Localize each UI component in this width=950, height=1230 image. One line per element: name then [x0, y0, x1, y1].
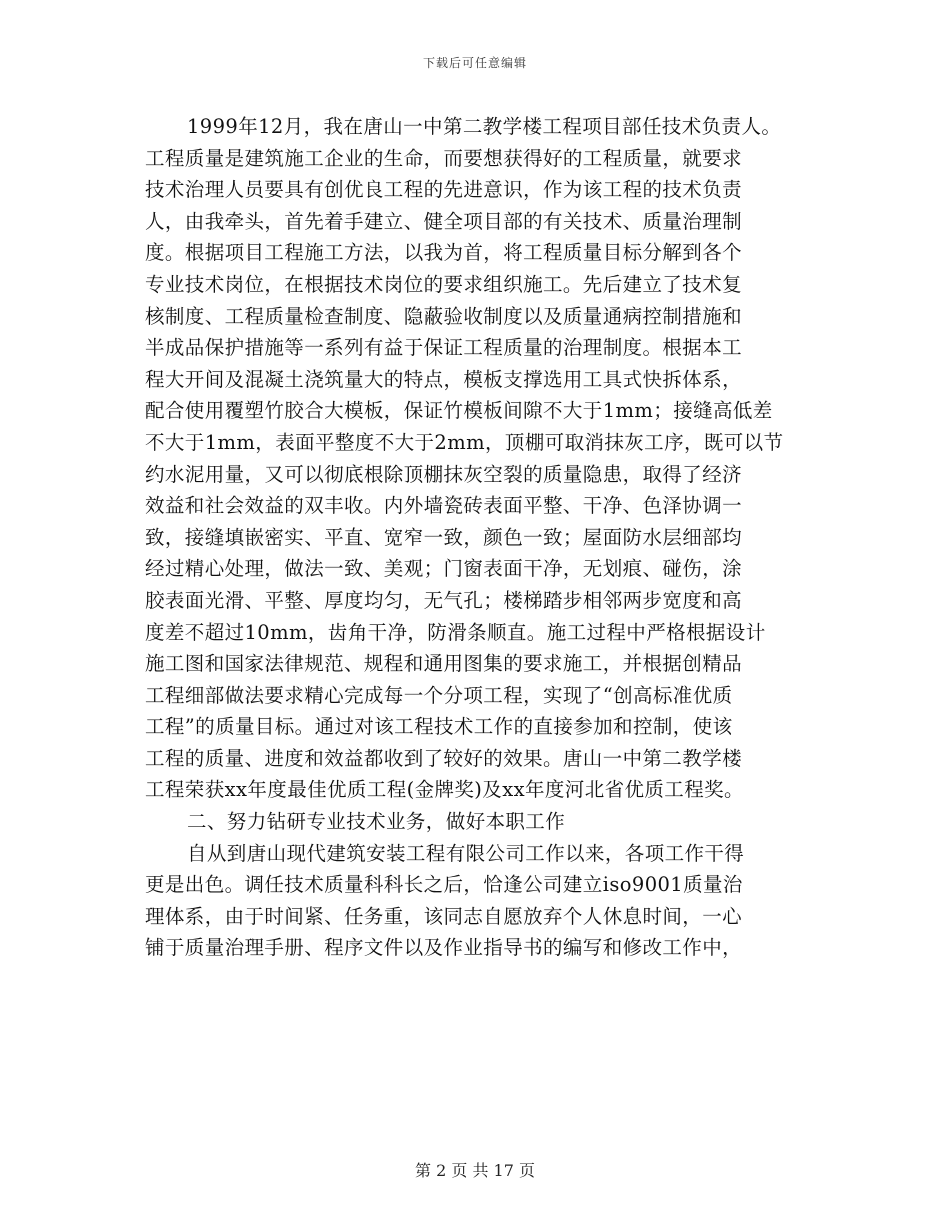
- paragraph-line: 工程的质量、进度和效益都收到了较好的效果。唐山一中第二教学楼: [145, 746, 743, 770]
- paragraph-line: 施工图和国家法律规范、规程和通用图集的要求施工，并根据创精品: [145, 652, 743, 676]
- paragraph-line: 半成品保护措施等一系列有益于保证工程质量的治理制度。根据本工: [145, 336, 743, 360]
- paragraph-line: 自从到唐山现代建筑安装工程有限公司工作以来，各项工作干得: [187, 841, 745, 865]
- paragraph-line: 铺于质量治理手册、程序文件以及作业指导书的编写和修改工作中，: [145, 936, 743, 960]
- page-footer: 第 2 页 共 17 页: [415, 1161, 535, 1180]
- page-header: 下载后可任意编辑: [422, 56, 527, 70]
- paragraph-line: 配合使用覆塑竹胶合大模板，保证竹模板间隙不大于1mm；接缝高低差: [145, 399, 773, 423]
- paragraph-line: 致，接缝填嵌密实、平直、宽窄一致，颜色一致；屋面防水层细部均: [145, 525, 743, 549]
- document-body: [145, 111, 815, 964]
- paragraph-line: 工程”的质量目标。通过对该工程技术工作的直接参加和控制，使该: [145, 715, 733, 739]
- paragraph-line: 更是出色。调任技术质量科科长之后，恰逢公司建立iso9001质量治: [145, 873, 743, 897]
- section-heading: 二、努力钻研专业技术业务，做好本职工作: [187, 810, 566, 834]
- paragraph-line: 技术治理人员要具有创优良工程的先进意识，作为该工程的技术负责: [145, 178, 743, 202]
- paragraph-line: 专业技术岗位，在根据技术岗位的要求组织施工。先后建立了技术复: [145, 272, 743, 296]
- paragraph-line: 1999年12月，我在唐山一中第二教学楼工程项目部任技术负责人。: [187, 115, 782, 138]
- paragraph-line: 度。根据项目工程施工方法，以我为首，将工程质量目标分解到各个: [145, 241, 743, 265]
- paragraph-line: 经过精心处理，做法一致、美观；门窗表面干净，无划痕、碰伤，涂: [145, 557, 743, 581]
- paragraph-line: 工程荣获xx年度最佳优质工程(金牌奖)及xx年度河北省优质工程奖。: [145, 778, 744, 802]
- paragraph-line: 程大开间及混凝土浇筑量大的特点，模板支撑选用工具式快拆体系，: [145, 367, 743, 391]
- paragraph-line: 工程质量是建筑施工企业的生命，而要想获得好的工程质量，就要求: [145, 146, 743, 170]
- paragraph-line: 核制度、工程质量检查制度、隐蔽验收制度以及质量通病控制措施和: [145, 304, 743, 328]
- paragraph-line: 效益和社会效益的双丰收。内外墙瓷砖表面平整、干净、色泽协调一: [145, 494, 743, 518]
- paragraph-line: 胶表面光滑、平整、厚度均匀，无气孔；楼梯踏步相邻两步宽度和高: [145, 588, 743, 612]
- paragraph-line: 工程细部做法要求精心完成每一个分项工程，实现了“创高标准优质: [145, 683, 733, 707]
- paragraph-line: 约水泥用量，又可以彻底根除顶棚抹灰空裂的质量隐患，取得了经济: [145, 462, 743, 486]
- paragraph-line: 理体系，由于时间紧、任务重，该同志自愿放弃个人休息时间，一心: [145, 904, 743, 928]
- paragraph-line: 人，由我牵头，首先着手建立、健全项目部的有关技术、质量治理制: [145, 209, 743, 233]
- paragraph-line: 度差不超过10mm，齿角干净，防滑条顺直。施工过程中严格根据设计: [145, 620, 766, 644]
- paragraph-line: 不大于1mm，表面平整度不大于2mm，顶棚可取消抹灰工序，既可以节: [145, 430, 784, 454]
